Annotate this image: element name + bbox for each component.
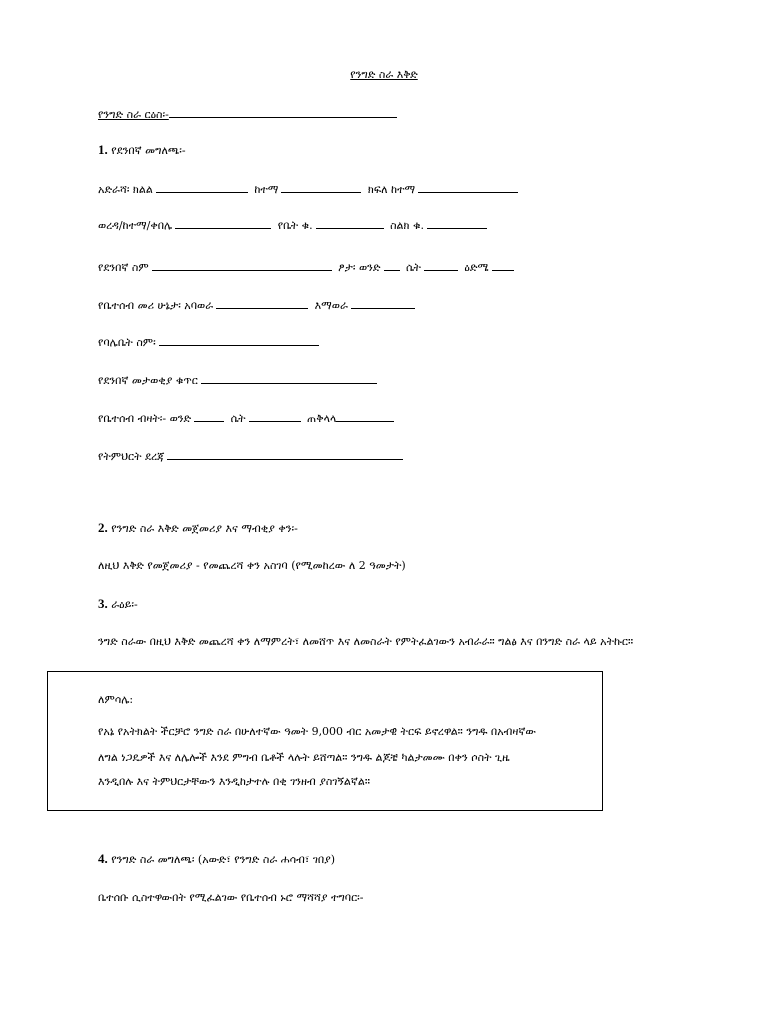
phone-label: ስልክ ቁ.	[390, 219, 424, 232]
business-name-line	[98, 106, 400, 123]
spouse-name-blank[interactable]	[159, 334, 319, 346]
section3-heading	[98, 596, 138, 613]
age-blank[interactable]	[492, 259, 514, 271]
example-line-1: የአኔ የአትክልት ችርቻሮ ንግድ ስራ በሁለተኛው ዓመት 9,000 ብር አመታዊ ትርፍ ይኖረዋል። ንግዱ በአብዛኛው	[98, 725, 536, 738]
family-female-blank[interactable]	[249, 410, 301, 422]
business-name-blank[interactable]	[169, 106, 397, 118]
emawera-label: እማወራ	[314, 299, 348, 312]
example-line-2: ለግል ነጋዴዎች እና ለሌሎች እንደ ምግብ ቤቶች ላሉት ይሸጣል። ንግዱ ልጆቼ ካልታመሙ በቀን ሶስት ጊዜ	[98, 751, 510, 764]
age-label: ዕድሜ	[464, 261, 489, 274]
example-label: ለምሳሌ:	[98, 693, 134, 706]
house-no-blank[interactable]	[316, 217, 384, 229]
household-head-line	[98, 297, 418, 314]
section4-number: 4.	[98, 851, 108, 866]
subcity-blank[interactable]	[418, 181, 518, 193]
education-label: የትምህርት ደረጃ	[98, 450, 165, 463]
example-line-3: እንዲበሉ እና ትምህርታቸውን እንዲከታተሉ በቂ ገንዘብ ያስገኝልኛል።	[98, 775, 371, 788]
section3-title: ራዕይ፡-	[111, 598, 138, 611]
male-blank[interactable]	[384, 259, 400, 271]
section2-title: የንግድ ስራ እቅድ መጀመሪያ እና ማብቂያ ቀን፡-	[111, 522, 298, 535]
house-no-label: የቤት ቁ.	[277, 219, 313, 232]
phone-blank[interactable]	[427, 217, 487, 229]
region-blank[interactable]	[156, 181, 248, 193]
example-box	[47, 671, 603, 811]
family-total-label: ጠቅላላ	[307, 412, 337, 425]
section1-title: የደንበኛ መግለጫ፡-	[111, 144, 186, 157]
sex-male-label: ፆታ፡ ወንድ	[338, 261, 381, 274]
education-line	[98, 448, 406, 465]
section1-heading	[98, 142, 186, 159]
section2-heading	[98, 520, 298, 537]
family-female-label: ሴት	[230, 412, 246, 425]
city-blank[interactable]	[281, 181, 361, 193]
woreda-blank[interactable]	[175, 217, 271, 229]
section2-number: 2.	[98, 520, 108, 535]
household-head-label: የቤተሰብ መሪ ሁኔታ፡ አባወራ	[98, 299, 214, 312]
client-id-label: የደንበኛ መታወቂያ ቁጥር	[98, 374, 198, 387]
client-id-blank[interactable]	[201, 372, 377, 384]
sex-female-label: ሴት	[406, 261, 421, 274]
spouse-name-label: የባሌቤት ስም፡	[98, 336, 156, 349]
woreda-label: ወረዳ/ከተማ/ቀበሌ	[98, 219, 173, 232]
city-label: ከተማ	[254, 183, 279, 196]
abawera-blank[interactable]	[216, 297, 308, 309]
client-name-blank[interactable]	[152, 259, 332, 271]
business-name-label: የንግድ ስራ ርዕስ፡-	[98, 108, 169, 121]
document-title: የንግድ ስራ እቅድ	[350, 68, 418, 81]
section3-text: ንግድ ስራው በዚህ እቅድ መጨረሻ ቀን ለማምረት፣ ለመሸጥ እና ለመስራት የምትፈልገውን አብራራ። ግልፅ እና በንግድ ስራ ላይ አትኩር።	[98, 635, 634, 648]
family-total-blank[interactable]	[336, 410, 394, 422]
section1-number: 1.	[98, 142, 108, 157]
client-name-line	[98, 259, 517, 276]
spouse-name-line	[98, 334, 322, 351]
education-blank[interactable]	[167, 448, 403, 460]
emawera-blank[interactable]	[351, 297, 415, 309]
subcity-label: ክፍለ ከተማ	[367, 183, 416, 196]
family-size-line	[98, 410, 397, 427]
client-id-line	[98, 372, 380, 389]
address-line	[98, 181, 521, 198]
section2-text: ለዚህ እቅድ የመጀመሪያ - የመጨረሻ ቀን አስገባ (የሚመከረው ለ 2 ዓመታት)	[98, 559, 406, 572]
region-label: አድራሻ፡ ክልል	[98, 183, 153, 196]
section3-number: 3.	[98, 596, 108, 611]
family-male-blank[interactable]	[194, 410, 224, 422]
female-blank[interactable]	[424, 259, 458, 271]
family-male-label: የቤተሰብ ብዛት፡- ወንድ	[98, 412, 192, 425]
section4-title: የንግድ ስራ መግለጫ፡ (አውድ፣ የንግድ ስራ ሐሳብ፣ ገበያ)	[111, 853, 336, 866]
woreda-line	[98, 217, 490, 234]
section4-text: ቤተሰቡ ሲስተዋውበት የሚፈልገው የቤተሰብ ኑሮ ማሻሻያ ተግባር፡-	[98, 891, 364, 904]
client-name-label: የደንበኛ ስም	[98, 261, 149, 274]
section4-heading	[98, 851, 335, 868]
